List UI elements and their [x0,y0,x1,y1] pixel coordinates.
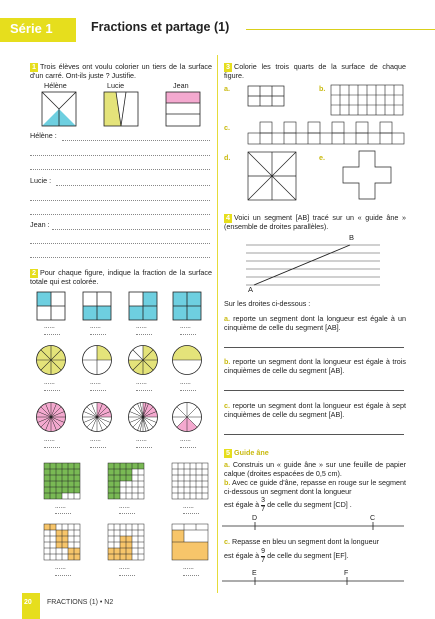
ex2-fig-4 [173,292,201,320]
ex3-fig-c[interactable] [248,122,404,144]
fraction-bar [180,334,196,335]
fraction-bar [44,390,60,391]
ex2-fig-8 [172,345,202,375]
ex5-c-fraction-line [224,548,349,565]
ex2-fig-1 [37,292,65,320]
fraction-bar [90,447,106,448]
fraction-blank[interactable]: ...... [55,564,66,571]
ex2-fig-15 [172,463,208,499]
ex4-text [224,214,406,231]
answer-line[interactable] [30,243,210,244]
ex5-b-prefix: est égale à [224,500,260,510]
fraction-bar [136,447,152,448]
fraction-bar [183,513,199,514]
fraction-bar [180,390,196,391]
fraction-bar [119,575,135,576]
ex5-c-prefix: est égale à [224,551,260,561]
ex3-label-e: e. [319,153,325,162]
ex3-fig-d[interactable] [248,152,296,200]
ex1-square-lucie [104,92,138,126]
ex4-intro: Sur les droites ci-dessous : [224,299,311,308]
answer-line[interactable] [30,200,210,201]
ex2-fig-11 [128,402,158,432]
fraction-blank[interactable]: ...... [136,436,147,443]
fraction-blank[interactable]: ...... [90,379,101,386]
ex2-fig-16 [44,524,80,560]
ex2-fig-17 [108,524,144,560]
page-title: Fractions et partage (1) [91,20,230,34]
ex2-text [30,269,212,286]
ex5-a-label: a. [224,460,230,469]
ex4-item-c-text: reporte un segment dont la longueur est égale à sept cinquièmes de celle du segment [AB]. [224,401,407,419]
fraction-blank[interactable]: ...... [44,436,55,443]
ex3-fig-a[interactable] [248,86,284,106]
series-tab [0,18,76,42]
ex4-item-b-text: reporte un segment dont la longueur est égale à trois cinquièmes de celle du segment [AB]. [224,357,406,375]
series-label: Série 1 [10,21,53,36]
fraction-bar [55,513,71,514]
ex2-fig-7 [128,345,158,375]
denominator: 7 [261,557,266,564]
ex1-answer-lucie-label: Lucie : [30,176,52,185]
ex2-fig-14 [108,463,144,499]
fraction-bar [183,575,199,576]
answer-line[interactable] [30,155,210,156]
ex3-label-c: c. [224,123,230,132]
ex1-text [30,63,212,80]
ex4-item-b-label: b. [224,357,231,366]
fraction-bar [136,334,152,335]
ex2-fig-5 [36,345,66,375]
fraction-blank[interactable]: ...... [183,564,194,571]
answer-line[interactable] [62,140,210,141]
ex5-b-label: b. [224,478,231,487]
ex3-text [224,63,406,80]
segment-cd[interactable] [222,522,406,530]
point-a-label: A [248,285,254,294]
fraction-3-7 [261,497,265,514]
ex3-statement: Colorie les trois quarts de la surface de chaque figure. [224,62,406,80]
ex2-fig-3 [129,292,157,320]
point-b-label: B [349,233,355,242]
ex1-statement: Trois élèves ont voulu colorier un tiers de la surface d'un carré. Ont-ils juste ? Justifie. [30,62,212,80]
answer-line[interactable] [224,434,404,435]
ex2-fig-9 [36,402,66,432]
ex4-item-c-label: c. [224,401,230,410]
ex3-fig-e[interactable] [343,151,391,199]
fraction-blank[interactable]: ...... [119,564,130,571]
ex2-fig-18 [172,524,208,560]
ex3-label-b: b. [319,84,326,93]
ex5-b-suffix: de celle du segment [CD] . [267,500,352,510]
fraction-blank[interactable]: ...... [44,379,55,386]
fraction-bar [44,334,60,335]
answer-line[interactable] [30,169,210,170]
fraction-blank[interactable]: ...... [119,503,130,510]
ex3-number: 3 [226,62,230,71]
page-number-badge [22,593,40,619]
ex5-heading [224,449,269,458]
ex2-fig-12 [172,402,202,432]
ex5-b-fraction-line [224,497,352,514]
fraction-blank[interactable]: ...... [90,323,101,330]
ex1-name-lucie: Lucie [107,81,125,90]
ex5-c-text: Repasse en bleu un segment dont la longueur [232,537,380,546]
ex1-name-jean: Jean [173,81,189,90]
fraction-blank[interactable]: ...... [55,503,66,510]
fraction-9-7 [261,548,265,565]
ex5-a [224,461,406,478]
answer-line[interactable] [224,347,404,348]
ex4-item-a-text: reporte un segment dont la longueur est égale à un cinquième de celle du segment [AB]. [224,314,406,332]
fraction-blank[interactable]: ...... [183,503,194,510]
fraction-bar [44,447,60,448]
denominator: 7 [261,506,266,513]
guide-ane-figure [246,239,382,289]
answer-line[interactable] [224,390,404,391]
ex5-a-text: Construis un « guide âne » sur une feuille de papier calque (droites espacées de 0,5 cm). [224,460,407,478]
ex1-square-jean [166,92,200,126]
ex1-name-helene: Hélène [44,81,67,90]
answer-line[interactable] [52,229,210,230]
ex5-c-label: c. [224,537,230,546]
fraction-blank[interactable]: ...... [180,379,191,386]
ex5-b [224,479,406,496]
point-c-label: C [370,515,376,522]
fraction-blank[interactable]: ...... [180,323,191,330]
ex5-number: 5 [226,448,230,457]
segment-ef[interactable] [222,577,406,585]
ex4-item-c [224,402,406,419]
point-e-label: E [252,570,257,577]
ex5-c [224,538,406,547]
numerator: 3 [261,497,266,504]
page-number: 20 [24,599,32,606]
fraction-bar [90,390,106,391]
ex2-statement: Pour chaque figure, indique la fraction de la surface totale qui est colorée. [30,268,212,286]
ex1-answer-helene-label: Hélène : [30,131,57,140]
ex2-fig-10 [82,402,112,432]
fraction-bar [55,575,71,576]
fraction-blank[interactable]: ...... [136,323,147,330]
ex3-label-d: d. [224,153,231,162]
ex4-item-a-label: a. [224,314,230,323]
answer-line[interactable] [30,214,210,215]
ex3-label-a: a. [224,84,230,93]
footer-text: FRACTIONS (1) • N2 [47,599,114,606]
ex4-item-a [224,315,406,332]
header-rule [246,29,435,30]
ex5-title: Guide âne [234,448,269,457]
ex2-number: 2 [32,268,36,277]
answer-line[interactable] [56,185,210,186]
ex1-answer-jean-label: Jean : [30,220,50,229]
ex5-c-suffix: de celle du segment [EF]. [267,551,349,561]
fraction-blank[interactable]: ...... [180,436,191,443]
column-separator [217,55,218,593]
fraction-blank[interactable]: ...... [136,379,147,386]
numerator: 9 [261,548,266,555]
ex3-fig-b[interactable] [331,85,403,115]
fraction-bar [119,513,135,514]
ex2-fig-2 [83,292,111,320]
answer-line[interactable] [30,257,210,258]
ex2-fig-13 [44,463,80,499]
fraction-bar [136,390,152,391]
ex1-square-helene [42,92,76,126]
fraction-blank[interactable]: ...... [44,323,55,330]
ex4-statement: Voici un segment [AB] tracé sur un « guide âne » (ensemble de droites parallèles). [224,213,406,231]
point-d-label: D [252,515,258,522]
fraction-bar [90,334,106,335]
ex1-number: 1 [32,62,36,71]
fraction-bar [180,447,196,448]
fraction-blank[interactable]: ...... [90,436,101,443]
point-f-label: F [344,570,349,577]
ex4-number: 4 [226,213,230,222]
ex4-item-b [224,358,406,375]
ex2-fig-6 [82,345,112,375]
ex5-b-text: Avec ce guide d'âne, repasse en rouge sur le segment ci-dessous un segment dont la longueur [224,478,406,496]
